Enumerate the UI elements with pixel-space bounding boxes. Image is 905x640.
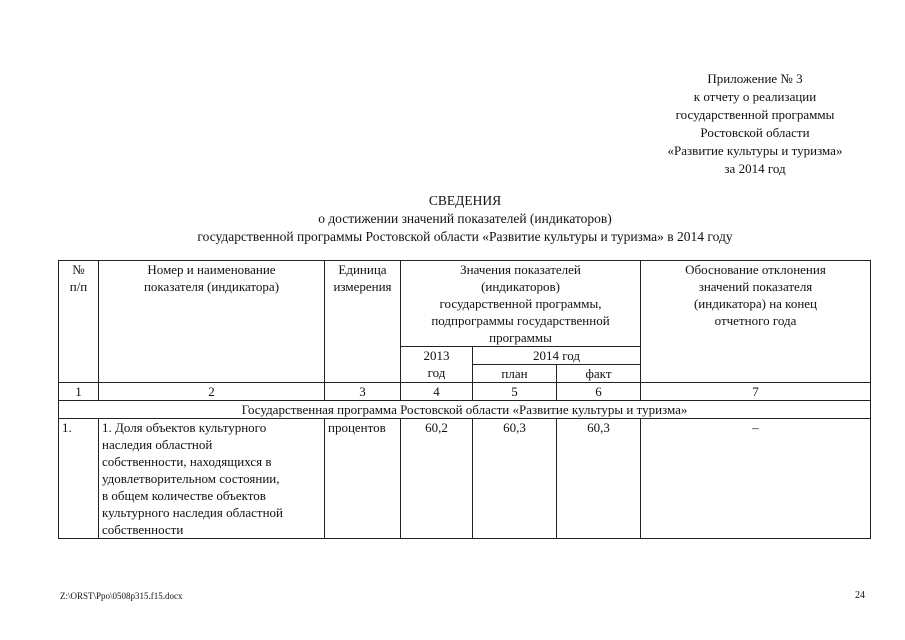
- column-number: 5: [473, 383, 557, 401]
- indicators-table: [58, 260, 871, 539]
- table-row: [59, 419, 871, 539]
- appendix-line: «Развитие культуры и туризма»: [667, 143, 843, 158]
- column-number: 1: [59, 383, 99, 401]
- appendix-line: к отчету о реализации: [693, 89, 817, 104]
- row-value-plan: 60,3: [473, 419, 557, 539]
- header-unit: Единица измерения: [325, 261, 401, 383]
- heading-title: СВЕДЕНИЯ: [428, 193, 502, 208]
- row-value-2013: 60,2: [401, 419, 473, 539]
- appendix-line: Ростовской области: [700, 125, 810, 140]
- heading-line: государственной программы Ростовской области «Развитие культуры и туризма» в 2014 году: [197, 229, 733, 244]
- appendix-line: государственной программы: [675, 107, 835, 122]
- section-title: Государственная программа Ростовской области «Развитие культуры и туризма»: [59, 401, 871, 419]
- header-name: Номер и наименование показателя (индикатора): [99, 261, 325, 383]
- row-reason: –: [641, 419, 871, 539]
- appendix-line: Приложение № 3: [707, 71, 803, 86]
- column-number: 7: [641, 383, 871, 401]
- header-reason: Обоснование отклонения значений показателя (индикатора) на конец отчетного года: [641, 261, 871, 383]
- column-number: 2: [99, 383, 325, 401]
- column-number: 3: [325, 383, 401, 401]
- header-2013: 2013 год: [401, 347, 473, 383]
- file-path: Z:\ORST\Ppo\0508p315.f15.docx: [60, 591, 183, 601]
- header-row: [59, 261, 871, 347]
- row-num: 1.: [59, 419, 99, 539]
- header-num: № п/п: [59, 261, 99, 383]
- header-fact: факт: [557, 365, 641, 383]
- row-name: 1. Доля объектов культурного наследия областной собственности, находящихся в удовлетворительном состоянии, в общем количестве объектов культурного наследия областной собственности: [99, 419, 325, 539]
- column-number: 4: [401, 383, 473, 401]
- page-number: 24: [855, 590, 865, 601]
- section-row: [59, 401, 871, 419]
- header-plan: план: [473, 365, 557, 383]
- header-values: Значения показателей (индикаторов) государственной программы, подпрограммы государственной программы: [401, 261, 641, 347]
- appendix-note: [640, 70, 870, 178]
- row-value-fact: 60,3: [557, 419, 641, 539]
- column-number: 6: [557, 383, 641, 401]
- heading-line: о достижении значений показателей (индикаторов): [318, 211, 612, 226]
- document-heading: [60, 192, 870, 246]
- row-unit: процентов: [325, 419, 401, 539]
- appendix-line: за 2014 год: [724, 161, 786, 176]
- header-2014: 2014 год: [473, 347, 641, 365]
- column-number-row: [59, 383, 871, 401]
